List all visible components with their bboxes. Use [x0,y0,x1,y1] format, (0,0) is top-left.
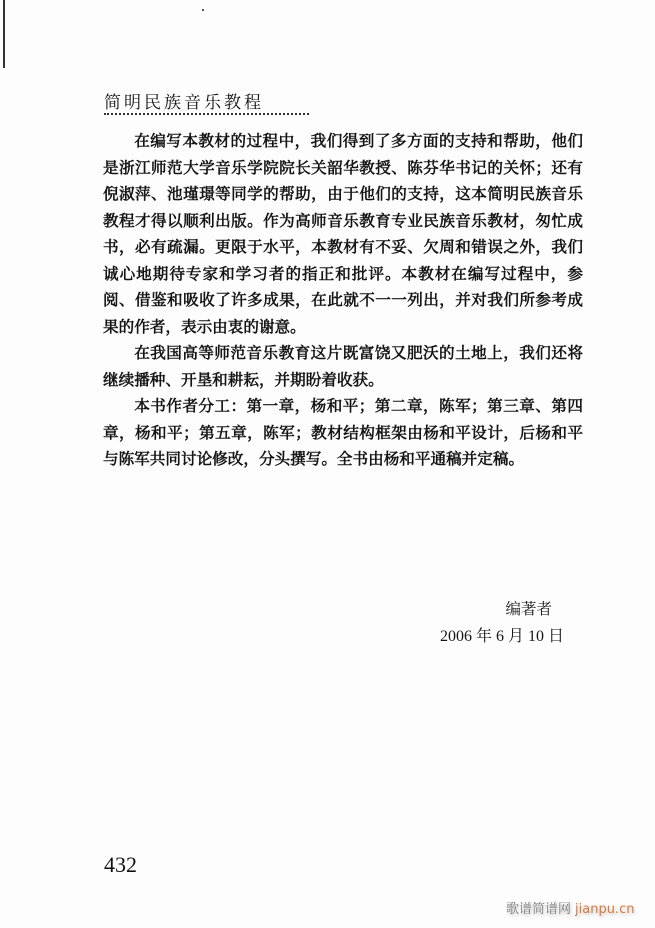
preface-body [103,128,583,473]
signature-author: 编著者 [505,600,552,618]
signature-block [440,597,580,649]
signature-date: 2006 年 6 月 10 日 [440,628,565,645]
running-head-dotted-rule [104,113,309,115]
paragraph-outlook: 在我国高等师范音乐教育这片既富饶又肥沃的土地上，我们还将继续播种、开垦和耕耘，并期盼着收获。 [103,344,583,389]
page-number: 432 [104,852,137,877]
site-watermark [506,898,634,917]
scan-speck [202,9,204,11]
watermark-domain: jianpu.cn [575,902,635,917]
paragraph-authorship: 本书作者分工：第一章，杨和平；第二章，陈军；第三章、第四章，杨和平；第五章，陈军；教材结构框架由杨和平设计，后杨和平与陈军共同讨论修改，分头撰写。全书由杨和平通稿并定稿。 [103,397,583,468]
paragraph-acknowledgements: 在编写本教材的过程中，我们得到了多方面的支持和帮助，他们是浙江师范大学音乐学院院长关韶华教授、陈芬华书记的关怀；还有倪淑萍、池瑾璟等同学的帮助，由于他们的支持，这本简明民族音乐教程才得以顺利出版。作为高师音乐教育专业民族音乐教材，匆忙成书，必有疏漏。更限于水平，本教材有不妥、欠周和错误之外，我们诚心地期待专家和学习者的指正和批评。本教材在编写过程中，参阅、借鉴和吸收了许多成果，在此就不一一列出，并对我们所参考成果的作者，表示由衷的谢意。 [103,132,583,336]
running-head: 简明民族音乐教程 [104,93,264,113]
scan-edge-line [3,0,5,68]
watermark-site-name: 歌谱简谱网 [506,902,572,917]
